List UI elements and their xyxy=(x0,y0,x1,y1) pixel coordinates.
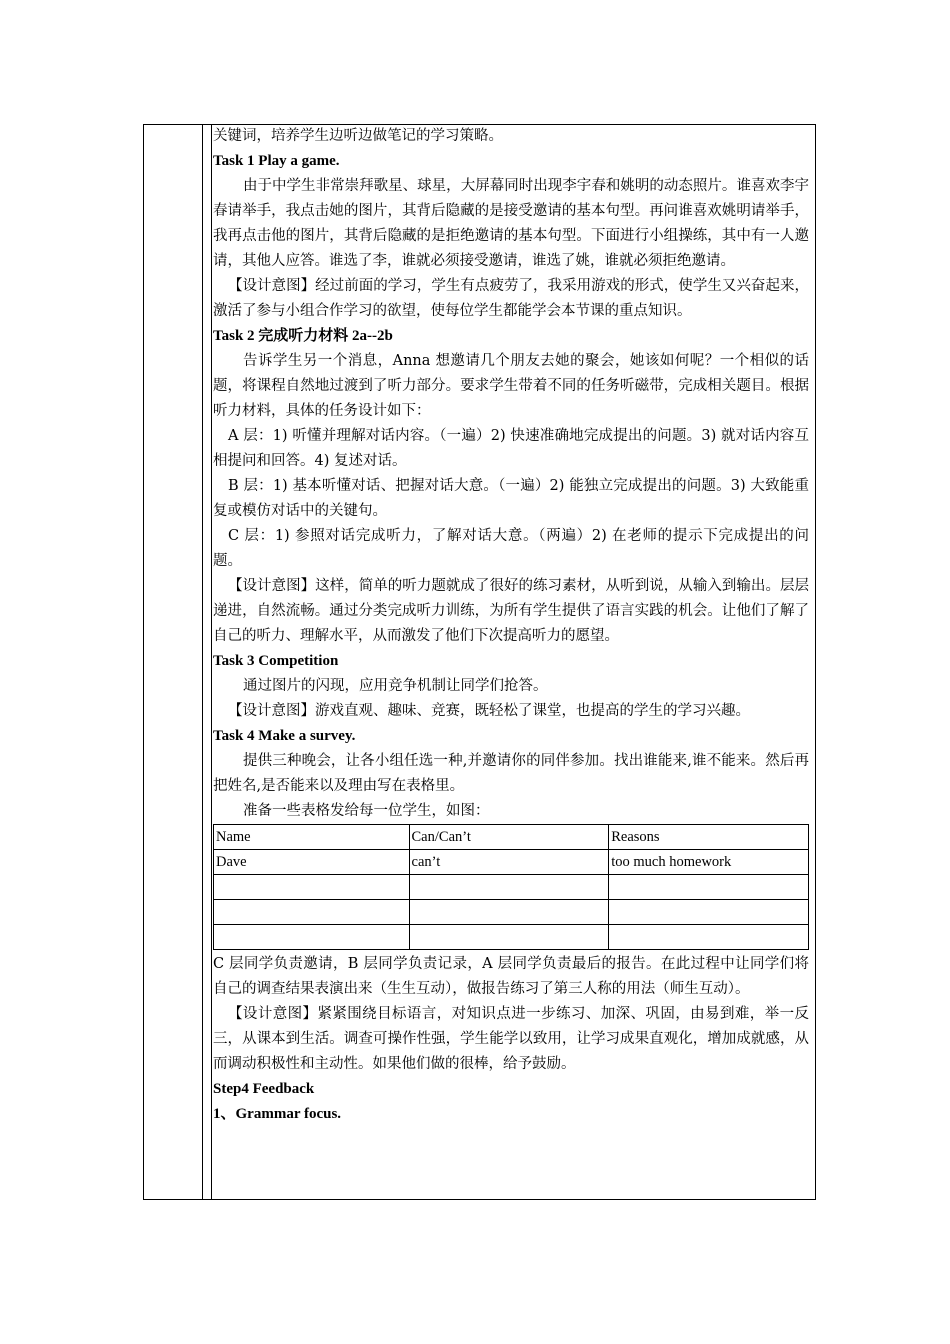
left-column xyxy=(144,125,203,1199)
table-header-row xyxy=(214,825,809,850)
paragraph: 告诉学生另一个消息，Anna 想邀请几个朋友去她的聚会，她该如何呢？一个相似的话题，将课程自然地过渡到了听力部分。要求学生带着不同的任务听磁带，完成相关题目。根据听力材料，具体的任务设计如下： xyxy=(213,353,809,419)
table-cell xyxy=(609,875,809,900)
section-heading: Task 2 完成听力材料 2a--2b xyxy=(213,328,393,344)
table-cell xyxy=(214,875,410,900)
table-cell: too much homework xyxy=(609,850,809,875)
paragraph: B 层：1) 基本听懂对话、把握对话大意。（一遍）2) 能独立完成提出的问题。3) 大致能重复或模仿对话中的关键句。 xyxy=(213,478,809,519)
table-cell xyxy=(609,925,809,950)
paragraphs-top xyxy=(213,124,809,824)
table-cell xyxy=(409,875,609,900)
paragraph: 【设计意图】经过前面的学习，学生有点疲劳了，我采用游戏的形式，使学生又兴奋起来，激活了参与小组合作学习的欲望，使每位学生都能学会本节课的重点知识。 xyxy=(213,278,809,319)
paragraph: A 层：1) 听懂并理解对话内容。（一遍）2) 快速准确地完成提出的问题。3) 就对话内容互相提问和回答。4) 复述对话。 xyxy=(213,428,809,469)
paragraph: 通过图片的闪现，应用竞争机制让同学们抢答。 xyxy=(243,678,548,694)
table-cell xyxy=(214,925,410,950)
table-row xyxy=(214,875,809,900)
paragraph: 【设计意图】紧紧围绕目标语言，对知识点进一步练习、加深、巩固，由易到难，举一反三，从课本到生活。调查可操作性强，学生能学以致用，让学习成果直观化，增加成就感，从而调动积极性和主动性。如果他们做的很棒，给予鼓励。 xyxy=(213,1006,809,1072)
table-cell: Name xyxy=(214,825,410,850)
paragraph: C 层同学负责邀请，B 层同学负责记录，A 层同学负责最后的报告。在此过程中让同学们将自己的调查结果表演出来（生生互动），做报告练习了第三人称的用法（师生互动）。 xyxy=(213,956,809,997)
paragraph: C 层：1) 参照对话完成听力，了解对话大意。（两遍）2) 在老师的提示下完成提出的问题。 xyxy=(213,528,809,569)
section-heading: Step4 Feedback xyxy=(213,1081,315,1097)
table-row xyxy=(214,900,809,925)
paragraph: 【设计意图】游戏直观、趣味、竞赛，既轻松了课堂，也提高的学生的学习兴趣。 xyxy=(228,703,750,719)
table-cell: can’t xyxy=(409,850,609,875)
table-cell xyxy=(409,925,609,950)
section-heading: Task 3 Competition xyxy=(213,653,339,669)
table-row xyxy=(214,925,809,950)
table-cell: Reasons xyxy=(609,825,809,850)
paragraph: 【设计意图】这样，简单的听力题就成了很好的练习素材，从听到说，从输入到输出。层层递进，自然流畅。通过分类完成听力训练，为所有学生提供了语言实践的机会。让他们了解了自己的听力、理解水平，从而激发了他们下次提高听力的愿望。 xyxy=(213,578,809,644)
paragraph: 提供三种晚会，让各小组任选一种,并邀请你的同伴参加。找出谁能来,谁不能来。然后再把姓名,是否能来以及理由写在表格里。 xyxy=(213,753,809,794)
narrow-column xyxy=(203,125,212,1199)
lesson-content xyxy=(213,124,809,1127)
table-cell xyxy=(609,900,809,925)
section-heading: 1、Grammar focus. xyxy=(213,1106,342,1122)
table-cell: Can/Can’t xyxy=(409,825,609,850)
table-row xyxy=(214,850,809,875)
paragraphs-bottom xyxy=(213,952,809,1127)
table-cell: Dave xyxy=(214,850,410,875)
paragraph: 由于中学生非常崇拜歌星、球星，大屏幕同时出现李宇春和姚明的动态照片。谁喜欢李宇春请举手，我点击她的图片，其背后隐藏的是接受邀请的基本句型。再问谁喜欢姚明请举手，我再点击他的图片，其背后隐藏的是拒绝邀请的基本句型。下面进行小组操练，其中有一人邀请，其他人应答。谁选了李，谁就必须接受邀请，谁选了姚，谁就必须拒绝邀请。 xyxy=(213,178,809,269)
paragraph: 关键词，培养学生边听边做笔记的学习策略。 xyxy=(213,128,503,144)
survey-table xyxy=(213,824,809,950)
table-cell xyxy=(409,900,609,925)
table-cell xyxy=(214,900,410,925)
paragraph: 准备一些表格发给每一位学生，如图： xyxy=(243,803,490,819)
section-heading: Task 1 Play a game. xyxy=(213,153,340,169)
section-heading: Task 4 Make a survey. xyxy=(213,728,356,744)
